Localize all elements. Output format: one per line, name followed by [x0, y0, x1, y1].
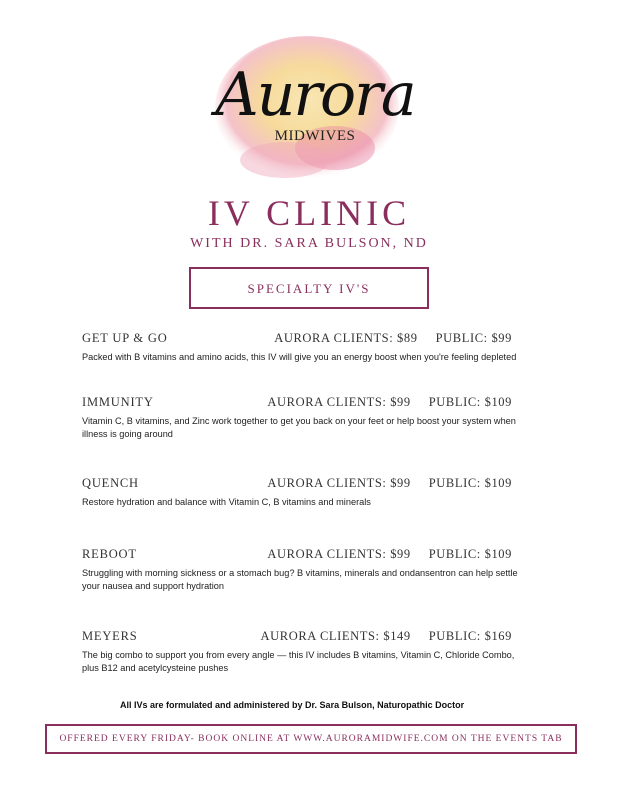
public-price: PUBLIC: $109: [428, 476, 512, 490]
iv-name: REBOOT: [82, 547, 137, 561]
aurora-price: AURORA CLIENTS: $149: [260, 629, 411, 643]
page-subtitle: WITH DR. SARA BULSON, ND: [190, 236, 428, 251]
footer-banner-box: [45, 724, 577, 754]
aurora-price: AURORA CLIENTS: $99: [267, 395, 411, 409]
logo-script-text: Aurora: [215, 60, 415, 130]
footer-note: All IVs are formulated and administered by Dr. Sara Bulson, Naturopathic Doctor: [120, 700, 465, 710]
iv-name: GET UP & GO: [82, 331, 168, 345]
iv-name: QUENCH: [82, 476, 139, 490]
iv-prices: [267, 476, 512, 491]
public-price: PUBLIC: $109: [428, 395, 512, 409]
public-price: PUBLIC: $99: [435, 331, 512, 345]
iv-description: The big combo to support you from every angle — this IV includes B vitamins, Vitamin C, Chloride Combo, plus B12 and acetylcysteine pushes: [82, 650, 515, 673]
section-label-box: [189, 267, 429, 309]
iv-description: Struggling with morning sickness or a stomach bug? B vitamins, minerals and ondansentron can help settle your nausea and support hydration: [82, 568, 518, 591]
logo-subtitle: MIDWIVES: [274, 128, 356, 144]
public-price: PUBLIC: $109: [428, 547, 512, 561]
iv-prices: [261, 629, 512, 644]
aurora-price: AURORA CLIENTS: $99: [267, 547, 411, 561]
iv-description: Vitamin C, B vitamins, and Zinc work together to get you back on your feet or help boost your system when illness is going around: [82, 416, 516, 439]
iv-prices: [267, 547, 512, 562]
iv-name: IMMUNITY: [82, 395, 154, 409]
aurora-price: AURORA CLIENTS: $99: [267, 476, 411, 490]
iv-description: Restore hydration and balance with Vitamin C, B vitamins and minerals: [82, 497, 371, 507]
aurora-price: AURORA CLIENTS: $89: [274, 331, 418, 345]
iv-name: MEYERS: [82, 629, 138, 643]
iv-description: Packed with B vitamins and amino acids, this IV will give you an energy boost when you're feeling depleted: [82, 352, 517, 362]
public-price: PUBLIC: $169: [428, 629, 512, 643]
page-title: IV CLINIC: [207, 193, 411, 233]
iv-prices: [274, 331, 512, 346]
iv-prices: [267, 395, 512, 410]
section-label: SPECIALTY IV'S: [247, 281, 371, 296]
footer-banner: OFFERED EVERY FRIDAY- BOOK ONLINE AT WWW.AURORAMIDWIFE.COM ON THE EVENTS TAB: [59, 734, 563, 744]
